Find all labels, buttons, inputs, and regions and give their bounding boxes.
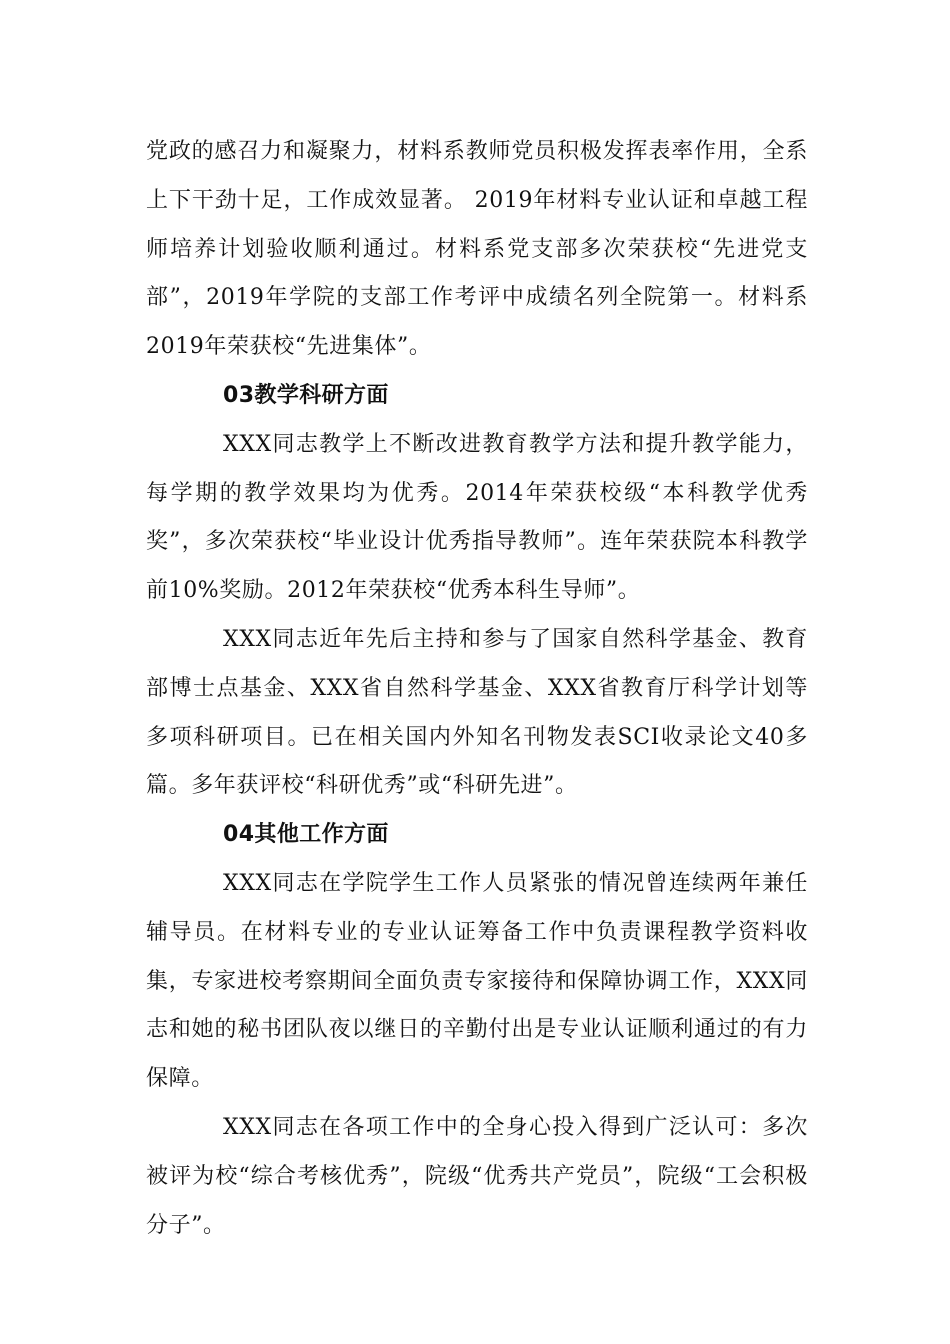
recognition-paragraph: XXX同志在各项工作中的全身心投入得到广泛认可：多次被评为校“综合考核优秀”，院级“优秀共产党员”，院级“工会积极分子”。	[146, 1114, 808, 1238]
intro-paragraph: 党政的感召力和凝聚力，材料系教师党员积极发挥表率作用，全系上下干劲十足，工作成效显著。 2019年材料专业认证和卓越工程师培养计划验收顺利通过。材料系党支部多次荣获校“先进党支部”，2019年学院的支部工作考评中成绩名列全院第一。材料系2019年荣获校“先进集体”。	[146, 139, 808, 360]
other-work-paragraph: XXX同志在学院学生工作人员紧张的情况曾连续两年兼任辅导员。在材料专业的专业认证筹备工作中负责课程教学资料收集，专家进校考察期间全面负责专家接待和保障协调工作，XXX同志和她的秘书团队夜以继日的辛勤付出是专业认证顺利通过的有力保障。	[146, 870, 808, 1092]
section-heading-other-work: 04其他工作方面	[223, 822, 389, 848]
teaching-paragraph: XXX同志教学上不断改进教育教学方法和提升教学能力，每学期的教学效果均为优秀。2014年荣获校级“本科教学优秀奖”，多次荣获校“毕业设计优秀指导教师”。连年荣获院本科教学前10%奖励。2012年荣获校“优秀本科生导师”。	[146, 431, 808, 604]
section-heading-teaching-research: 03教学科研方面	[223, 382, 389, 408]
research-paragraph: XXX同志近年先后主持和参与了国家自然科学基金、教育部博士点基金、XXX省自然科学基金、XXX省教育厅科学计划等多项科研项目。已在相关国内外知名刊物发表SCI收录论文40多篇。多年获评校“科研优秀”或“科研先进”。	[146, 626, 808, 799]
document-body	[146, 128, 808, 1250]
